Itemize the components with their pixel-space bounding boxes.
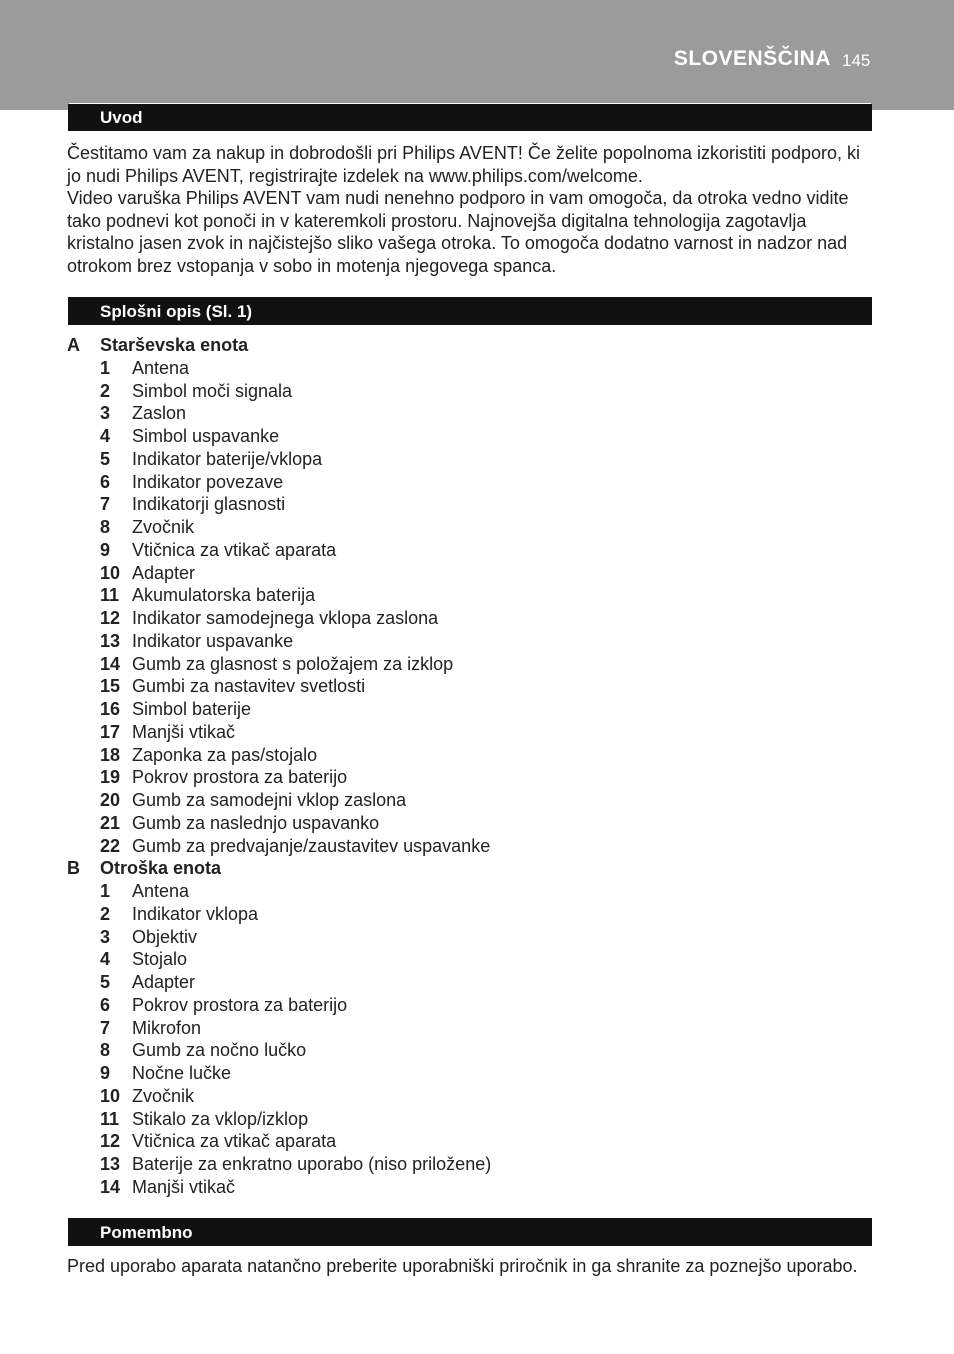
list-item xyxy=(67,562,867,585)
list-item xyxy=(67,880,867,903)
list-item xyxy=(67,357,867,380)
item-label: Vtičnica za vtikač aparata xyxy=(132,1131,337,1152)
item-label: Baterije za enkratno uporabo (niso priložene) xyxy=(132,1154,492,1174)
item-label: Stojalo xyxy=(132,949,188,970)
item-label: Adapter xyxy=(132,972,196,992)
item-label: Stikalo za vklop/izklop xyxy=(132,1108,309,1129)
list-item xyxy=(67,425,867,448)
item-number: 12 xyxy=(100,1131,121,1152)
item-number: 10 xyxy=(100,562,121,583)
item-number: 18 xyxy=(100,744,121,765)
item-label: Mikrofon xyxy=(132,1017,202,1038)
item-label: Zvočnik xyxy=(132,517,195,537)
list-item xyxy=(67,471,867,494)
item-label: Indikator vklopa xyxy=(132,903,259,924)
item-label: Simbol baterije xyxy=(132,699,252,719)
section-heading-intro xyxy=(68,103,872,131)
list-item xyxy=(67,1085,867,1108)
item-number: 4 xyxy=(100,426,111,446)
list-item xyxy=(67,971,867,994)
item-label: Gumb za predvajanje/zaustavitev uspavanke xyxy=(132,835,491,856)
list-item xyxy=(67,607,867,630)
item-number: 3 xyxy=(100,926,111,947)
section-title: Splošni opis (Sl. 1) xyxy=(100,302,253,321)
item-label: Nočne lučke xyxy=(132,1063,232,1083)
important-paragraph: Pred uporabo aparata natančno preberite uporabniški priročnik in ga shranite za poznejšo uporabo. xyxy=(67,1256,858,1276)
item-number: 1 xyxy=(100,881,111,901)
page-number: 145 xyxy=(842,51,871,70)
list-item xyxy=(67,630,867,653)
item-number: 1 xyxy=(100,357,111,378)
item-label: Zaponka za pas/stojalo xyxy=(132,744,318,765)
list-item xyxy=(67,402,867,425)
item-label: Pokrov prostora za baterijo xyxy=(132,767,348,788)
list-item xyxy=(67,721,867,744)
list-item xyxy=(67,766,867,789)
section-heading-description xyxy=(68,297,872,325)
item-number: 7 xyxy=(100,1017,111,1038)
list-item xyxy=(67,835,867,858)
item-number: 4 xyxy=(100,949,111,970)
list-item xyxy=(67,448,867,471)
section-heading-important xyxy=(68,1218,872,1246)
intro-text xyxy=(67,142,877,278)
list-item xyxy=(67,516,867,539)
item-number: 11 xyxy=(100,1108,120,1129)
item-label: Simbol moči signala xyxy=(132,380,293,401)
item-label: Akumulatorska baterija xyxy=(132,585,316,606)
item-number: 9 xyxy=(100,1063,111,1083)
intro-paragraph-2: Video varuška Philips AVENT vam nudi nenehno podporo in vam omogoča, da otroka vedno vidite tako podnevi kot ponoči in v kateremkoli prostoru. Najnovejša digitalna tehnologija zagotavlja kristalno jasen zvok in najčistejšo sliko vašega otroka. To omogoča dodatno varnost in nadzor nad otrokom brez vstopanja v sobo in motenja njegovega spanca. xyxy=(67,188,849,276)
item-label: Indikator baterije/vklopa xyxy=(132,448,323,469)
item-number: 6 xyxy=(100,994,111,1015)
item-number: 21 xyxy=(100,812,121,833)
list-item xyxy=(67,789,867,812)
item-label: Objektiv xyxy=(132,926,198,947)
list-item xyxy=(67,675,867,698)
item-number: 20 xyxy=(100,790,121,810)
item-label: Manjši vtikač xyxy=(132,1176,236,1197)
item-label: Gumbi za nastavitev svetlosti xyxy=(132,676,366,697)
item-number: 8 xyxy=(100,1040,111,1061)
item-number: 7 xyxy=(100,494,111,515)
item-number: 8 xyxy=(100,517,111,537)
list-item xyxy=(67,1108,867,1131)
list-item xyxy=(67,994,867,1017)
item-label: Indikator povezave xyxy=(132,471,284,492)
item-number: 22 xyxy=(100,835,121,856)
parts-list xyxy=(67,334,867,1199)
item-number: 13 xyxy=(100,1154,121,1174)
item-number: 14 xyxy=(100,653,121,674)
list-item xyxy=(67,903,867,926)
item-number: 17 xyxy=(100,721,121,742)
item-label: Simbol uspavanke xyxy=(132,426,280,446)
item-label: Indikatorji glasnosti xyxy=(132,494,286,515)
list-item xyxy=(67,380,867,403)
list-item xyxy=(67,493,867,516)
intro-paragraph-1: Čestitamo vam za nakup in dobrodošli pri Philips AVENT! Če želite popolnoma izkoristiti podporo, ki jo nudi Philips AVENT, registrirajte izdelek na www.philips.com/welcome. xyxy=(67,143,861,186)
item-label: Adapter xyxy=(132,562,196,583)
item-number: 3 xyxy=(100,403,111,424)
section-title: Pomembno xyxy=(100,1223,193,1242)
item-number: 13 xyxy=(100,630,121,651)
item-label: Manjši vtikač xyxy=(132,721,236,742)
item-number: 6 xyxy=(100,471,111,492)
list-item xyxy=(67,948,867,971)
item-label: Indikator uspavanke xyxy=(132,630,294,651)
list-item xyxy=(67,1153,867,1176)
header-band xyxy=(0,0,954,110)
group-heading xyxy=(67,857,867,880)
item-number: 10 xyxy=(100,1085,121,1106)
item-number: 11 xyxy=(100,585,120,606)
item-label: Gumb za samodejni vklop zaslona xyxy=(132,790,407,810)
item-number: 12 xyxy=(100,608,121,628)
item-label: Gumb za nočno lučko xyxy=(132,1040,307,1061)
list-item xyxy=(67,1130,867,1153)
list-item xyxy=(67,584,867,607)
item-label: Pokrov prostora za baterijo xyxy=(132,994,348,1015)
language-title: SLOVENŠČINA xyxy=(673,47,831,70)
item-number: 14 xyxy=(100,1176,121,1197)
list-item xyxy=(67,1039,867,1062)
list-item xyxy=(67,698,867,721)
section-title: Uvod xyxy=(100,108,143,127)
list-item xyxy=(67,653,867,676)
item-label: Zvočnik xyxy=(132,1085,195,1106)
list-item xyxy=(67,812,867,835)
item-number: 19 xyxy=(100,767,121,788)
item-number: 15 xyxy=(100,676,121,697)
list-item xyxy=(67,744,867,767)
list-item xyxy=(67,1176,867,1199)
item-label: Gumb za glasnost s položajem za izklop xyxy=(132,653,454,674)
list-item xyxy=(67,926,867,949)
item-label: Antena xyxy=(132,357,190,378)
group-title: Otroška enota xyxy=(100,858,222,879)
group-title: Starševska enota xyxy=(100,335,249,355)
item-label: Gumb za naslednjo uspavanko xyxy=(132,812,380,833)
item-number: 16 xyxy=(100,699,121,719)
group-letter: A xyxy=(67,335,80,355)
item-label: Antena xyxy=(132,881,190,901)
item-label: Indikator samodejnega vklopa zaslona xyxy=(132,608,439,628)
list-item xyxy=(67,1017,867,1040)
list-item xyxy=(67,539,867,562)
item-number: 2 xyxy=(100,903,111,924)
item-number: 5 xyxy=(100,448,111,469)
item-number: 9 xyxy=(100,539,111,560)
group-heading xyxy=(67,334,867,357)
important-text xyxy=(67,1255,887,1278)
item-number: 5 xyxy=(100,972,111,992)
list-item xyxy=(67,1062,867,1085)
item-number: 2 xyxy=(100,380,111,401)
item-label: Vtičnica za vtikač aparata xyxy=(132,539,337,560)
item-label: Zaslon xyxy=(132,403,187,424)
group-letter: B xyxy=(67,858,80,879)
